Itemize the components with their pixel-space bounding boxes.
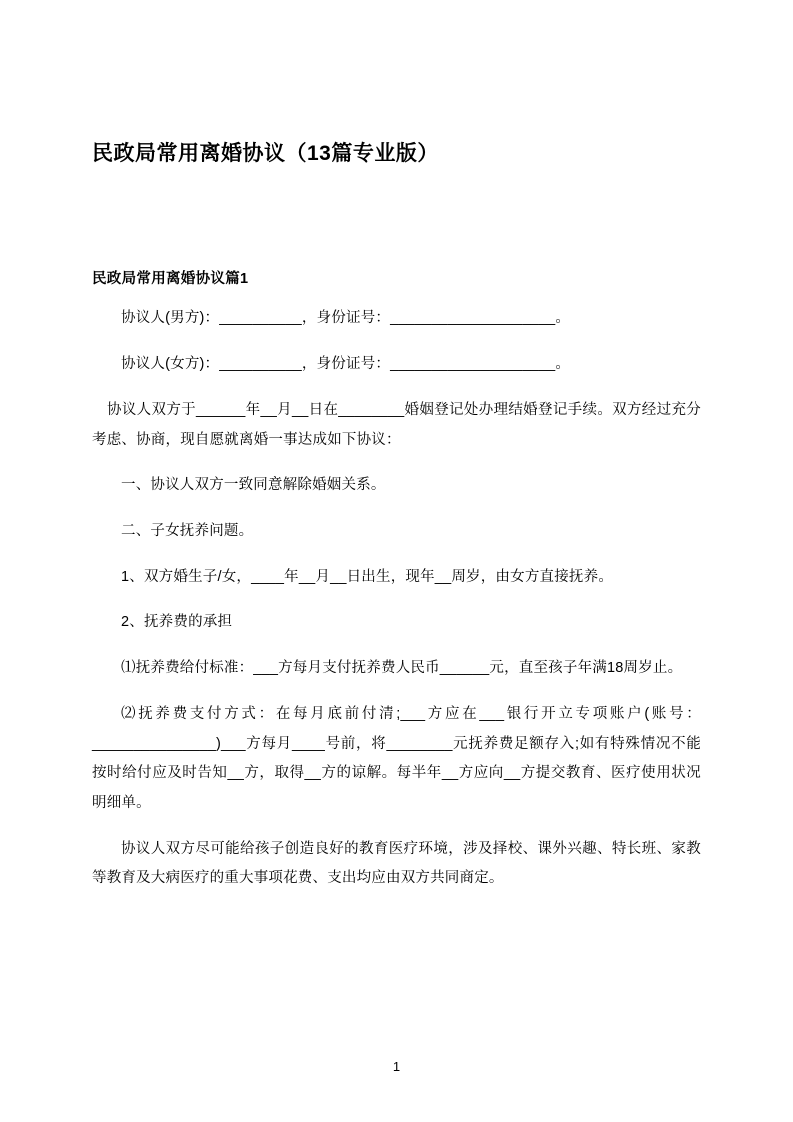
paragraph-support-fee-payment: ⑵抚养费支付方式：在每月底前付清;___方应在___银行开立专项账户(账号：_______________)___方每月____号前，将________元抚养费足额存入;如有特殊情况不能按时给付应及时告知__方，取得__方的谅解。每半年__方应向__方提交教育、医疗使用状况明细单。 — [92, 705, 701, 812]
section-heading: 民政局常用离婚协议篇1 — [92, 271, 249, 288]
paragraph-female-party: 协议人(女方)：__________，身份证号：____________________。 — [121, 356, 571, 373]
paragraph-clause-two: 二、子女抚养问题。 — [121, 522, 254, 539]
paragraph-support-fee-heading: 2、抚养费的承担 — [121, 614, 233, 631]
paragraph-clause-one: 一、协议人双方一致同意解除婚姻关系。 — [121, 477, 386, 494]
paragraph-marriage-registration: 协议人双方于______年__月__日在________婚姻登记处办理结婚登记手续。双方经过充分考虑、协商，现自愿就离婚一事达成如下协议： — [92, 401, 701, 448]
page-title: 民政局常用离婚协议（13篇专业版） — [92, 142, 439, 165]
paragraph-child-custody: 1、双方婚生子/女，____年__月__日出生，现年__周岁，由女方直接抚养。 — [121, 568, 614, 585]
paragraph-support-fee-standard: ⑴抚养费给付标准：___方每月支付抚养费人民币______元，直至孩子年满18周岁止。 — [121, 660, 683, 677]
paragraph-education-medical: 协议人双方尽可能给孩子创造良好的教育医疗环境，涉及择校、课外兴趣、特长班、家教等教育及大病医疗的重大事项花费、支出均应由双方共同商定。 — [92, 840, 701, 887]
page-number: 1 — [392, 1059, 401, 1074]
paragraph-male-party: 协议人(男方)：__________，身份证号：____________________。 — [121, 310, 571, 327]
